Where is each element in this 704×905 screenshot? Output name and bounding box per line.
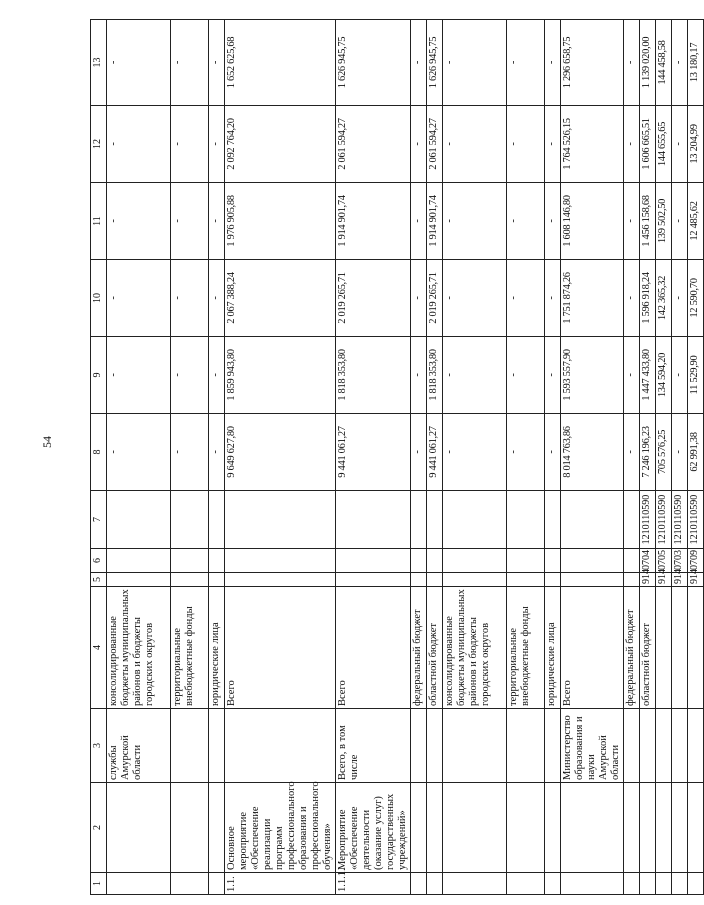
cell-source: юридические лица [545,587,561,709]
cell-grbs [427,573,443,587]
cell-2018: 13 180,17 [688,20,704,106]
cell-rzpr [411,549,427,573]
cell-2017: 1 606 665,51 [640,106,656,183]
cell-rzpr [171,549,209,573]
cell-responsible [672,709,688,783]
cell-source: юридические лица [209,587,225,709]
header-cell: 9 [91,337,107,414]
cell-responsible: службы Амурской области [107,709,171,783]
cell-2016: 12 485,62 [688,183,704,260]
cell-responsible [443,709,507,783]
cell-activity [672,783,688,873]
cell-2018: - [107,20,171,106]
cell-2015: - [507,260,545,337]
cell-2017: - [624,106,640,183]
cell-2014: - [209,337,225,414]
cell-source [656,587,672,709]
cell-activity [507,783,545,873]
cell-rzpr: 0709 [688,549,704,573]
header-cell: 2 [91,783,107,873]
header-cell: 13 [91,20,107,106]
cell-activity [561,783,624,873]
cell-2015: 2 019 265,71 [336,260,411,337]
cell-responsible [624,709,640,783]
cell-2017: - [171,106,209,183]
cell-2015: 12 590,70 [688,260,704,337]
cell-2015: - [209,260,225,337]
cell-responsible [656,709,672,783]
cell-total: 9 441 061,27 [336,414,411,491]
cell-total: 8 014 763,86 [561,414,624,491]
cell-csr [336,491,411,549]
cell-source: Всего [225,587,336,709]
cell-2017: 2 092 764,20 [225,106,336,183]
cell-2014: - [171,337,209,414]
cell-2016: - [171,183,209,260]
cell-activity [427,783,443,873]
cell-total: 7 246 196,23 [640,414,656,491]
cell-total: - [672,414,688,491]
cell-number: 1.1.1. [336,873,411,895]
cell-2016: 1 914 901,74 [427,183,443,260]
cell-csr [624,491,640,549]
cell-number: 1.1. [225,873,336,895]
cell-rzpr [624,549,640,573]
cell-grbs: 914 [672,573,688,587]
cell-rzpr [107,549,171,573]
cell-number [171,873,209,895]
cell-total: - [507,414,545,491]
cell-activity [411,783,427,873]
cell-2015: 142 365,32 [656,260,672,337]
cell-activity [443,783,507,873]
cell-2014: 1 859 943,80 [225,337,336,414]
cell-responsible [427,709,443,783]
cell-activity [688,783,704,873]
cell-grbs: 914 [656,573,672,587]
cell-csr [427,491,443,549]
cell-2014: 1 818 353,80 [336,337,411,414]
cell-2018: 1 652 625,68 [225,20,336,106]
cell-2015: - [443,260,507,337]
header-cell: 12 [91,106,107,183]
rotated-page [90,20,700,895]
cell-grbs [107,573,171,587]
header-cell: 1 [91,873,107,895]
cell-total: 705 576,25 [656,414,672,491]
cell-grbs [225,573,336,587]
cell-2016: - [545,183,561,260]
cell-2018: - [545,20,561,106]
header-cell: 8 [91,414,107,491]
cell-source: консолидированные бюджеты муниципальных районов и бюджеты городских округов [107,587,171,709]
cell-number [427,873,443,895]
cell-csr [107,491,171,549]
table-row [656,20,672,895]
cell-rzpr: 0705 [656,549,672,573]
cell-2017: 144 655,65 [656,106,672,183]
cell-2018: - [411,20,427,106]
header-cell: 4 [91,587,107,709]
table-row [107,20,171,895]
cell-number [640,873,656,895]
cell-responsible [411,709,427,783]
cell-source: территориальные внебюджетные фонды [171,587,209,709]
cell-2016: 1 456 158,68 [640,183,656,260]
cell-grbs [171,573,209,587]
cell-total: - [171,414,209,491]
cell-rzpr [427,549,443,573]
header-cell: 5 [91,573,107,587]
cell-2014: 11 529,90 [688,337,704,414]
cell-number [624,873,640,895]
cell-responsible [545,709,561,783]
cell-total: - [411,414,427,491]
cell-activity: Мероприятие «Обеспечение деятельности (оказание услуг) государственных учреждений» [336,783,411,873]
cell-responsible [209,709,225,783]
cell-responsible: Всего, в том числе [336,709,411,783]
cell-2016: - [624,183,640,260]
cell-source: областной бюджет [427,587,443,709]
cell-source [688,587,704,709]
cell-number [443,873,507,895]
cell-2018: - [624,20,640,106]
cell-2016: - [209,183,225,260]
cell-2014: - [411,337,427,414]
cell-number [672,873,688,895]
cell-2016: 1 976 905,88 [225,183,336,260]
table-row [427,20,443,895]
cell-number [545,873,561,895]
cell-total: - [545,414,561,491]
cell-grbs: 914 [640,573,656,587]
cell-csr [411,491,427,549]
cell-rzpr [336,549,411,573]
table-row [411,20,427,895]
cell-source: территориальные внебюджетные фонды [507,587,545,709]
cell-2014: - [545,337,561,414]
cell-csr [225,491,336,549]
cell-source: Всего [561,587,624,709]
cell-rzpr [507,549,545,573]
cell-grbs [336,573,411,587]
cell-activity [209,783,225,873]
cell-2015: 2 067 388,24 [225,260,336,337]
table-row [209,20,225,895]
cell-2018: 1 296 658,75 [561,20,624,106]
table-row [624,20,640,895]
cell-csr [545,491,561,549]
cell-2015: 2 019 265,71 [427,260,443,337]
cell-total: - [209,414,225,491]
cell-number [107,873,171,895]
cell-responsible [225,709,336,783]
cell-csr: 1210110590 [656,491,672,549]
header-cell: 7 [91,491,107,549]
cell-rzpr: 0704 [640,549,656,573]
cell-2014: 1 447 433,80 [640,337,656,414]
cell-rzpr: 0703 [672,549,688,573]
cell-csr: 1210110590 [640,491,656,549]
cell-grbs [411,573,427,587]
table-row [545,20,561,895]
table-row [672,20,688,895]
table-row [225,20,336,895]
cell-2017: 2 061 594,27 [336,106,411,183]
cell-2014: - [624,337,640,414]
table-row [507,20,545,895]
cell-2015: - [672,260,688,337]
cell-2017: - [209,106,225,183]
table-row [688,20,704,895]
cell-2015: 1 751 874,26 [561,260,624,337]
cell-2014: - [107,337,171,414]
cell-total: 62 991,38 [688,414,704,491]
cell-2018: - [672,20,688,106]
cell-2017: - [672,106,688,183]
cell-grbs [209,573,225,587]
cell-2018: 1 139 020,00 [640,20,656,106]
cell-total: - [624,414,640,491]
cell-2016: 1 914 901,74 [336,183,411,260]
cell-activity [171,783,209,873]
cell-2015: - [107,260,171,337]
table-body [107,20,704,895]
cell-2017: - [443,106,507,183]
cell-activity [624,783,640,873]
cell-csr [209,491,225,549]
cell-csr [561,491,624,549]
cell-responsible [507,709,545,783]
cell-2015: - [411,260,427,337]
cell-2014: - [672,337,688,414]
cell-number [561,873,624,895]
cell-grbs: 914 [688,573,704,587]
cell-activity [545,783,561,873]
cell-2014: - [443,337,507,414]
cell-total: - [443,414,507,491]
table-row [640,20,656,895]
cell-2018: - [209,20,225,106]
cell-number [209,873,225,895]
cell-2015: - [171,260,209,337]
cell-2018: - [507,20,545,106]
cell-2017: 13 204,99 [688,106,704,183]
cell-csr: 1210110590 [688,491,704,549]
cell-csr: 1210110590 [672,491,688,549]
cell-grbs [443,573,507,587]
cell-source: областной бюджет [640,587,656,709]
cell-2016: - [107,183,171,260]
cell-rzpr [225,549,336,573]
cell-csr [171,491,209,549]
cell-number [507,873,545,895]
cell-grbs [561,573,624,587]
cell-2016: - [411,183,427,260]
cell-activity [640,783,656,873]
table-row [336,20,411,895]
cell-2017: - [545,106,561,183]
cell-rzpr [209,549,225,573]
table-row [443,20,507,895]
cell-responsible [171,709,209,783]
cell-2016: 1 608 146,80 [561,183,624,260]
cell-responsible [688,709,704,783]
cell-grbs [624,573,640,587]
header-row [91,20,107,895]
cell-2014: - [507,337,545,414]
cell-2018: 1 626 945,75 [336,20,411,106]
cell-source [672,587,688,709]
cell-activity [656,783,672,873]
table-row [561,20,624,895]
cell-2018: 144 458,58 [656,20,672,106]
header-cell: 3 [91,709,107,783]
cell-total: 9 441 061,27 [427,414,443,491]
cell-2018: - [171,20,209,106]
cell-source: федеральный бюджет [624,587,640,709]
cell-rzpr [561,549,624,573]
cell-2015: - [545,260,561,337]
cell-2018: 1 626 945,75 [427,20,443,106]
cell-rzpr [443,549,507,573]
cell-rzpr [545,549,561,573]
cell-2014: 134 594,20 [656,337,672,414]
header-cell: 11 [91,183,107,260]
cell-responsible: Министерство образования и науки Амурской области [561,709,624,783]
cell-grbs [507,573,545,587]
cell-2016: - [443,183,507,260]
cell-2014: 1 593 557,90 [561,337,624,414]
cell-2017: 2 061 594,27 [427,106,443,183]
cell-total: - [107,414,171,491]
cell-csr [507,491,545,549]
header-cell: 10 [91,260,107,337]
cell-2015: - [624,260,640,337]
cell-2017: - [107,106,171,183]
cell-total: 9 649 627,80 [225,414,336,491]
cell-2016: 139 502,50 [656,183,672,260]
cell-2017: - [411,106,427,183]
page-number: 54 [40,436,54,448]
cell-source: федеральный бюджет [411,587,427,709]
header-cell: 6 [91,549,107,573]
table-row [171,20,209,895]
cell-number [656,873,672,895]
cell-activity [107,783,171,873]
cell-source: Всего [336,587,411,709]
cell-2017: 1 764 526,15 [561,106,624,183]
cell-2017: - [507,106,545,183]
cell-grbs [545,573,561,587]
cell-2015: 1 596 918,24 [640,260,656,337]
cell-2016: - [672,183,688,260]
cell-2014: 1 818 353,80 [427,337,443,414]
cell-csr [443,491,507,549]
budget-table [90,19,704,895]
cell-number [411,873,427,895]
cell-activity: Основное мероприятие «Обеспечение реализации программ профессионального образования и профессионального обучения» [225,783,336,873]
cell-number [688,873,704,895]
cell-2018: - [443,20,507,106]
cell-2016: - [507,183,545,260]
cell-source: консолидированные бюджеты муниципальных районов и бюджеты городских округов [443,587,507,709]
cell-responsible [640,709,656,783]
